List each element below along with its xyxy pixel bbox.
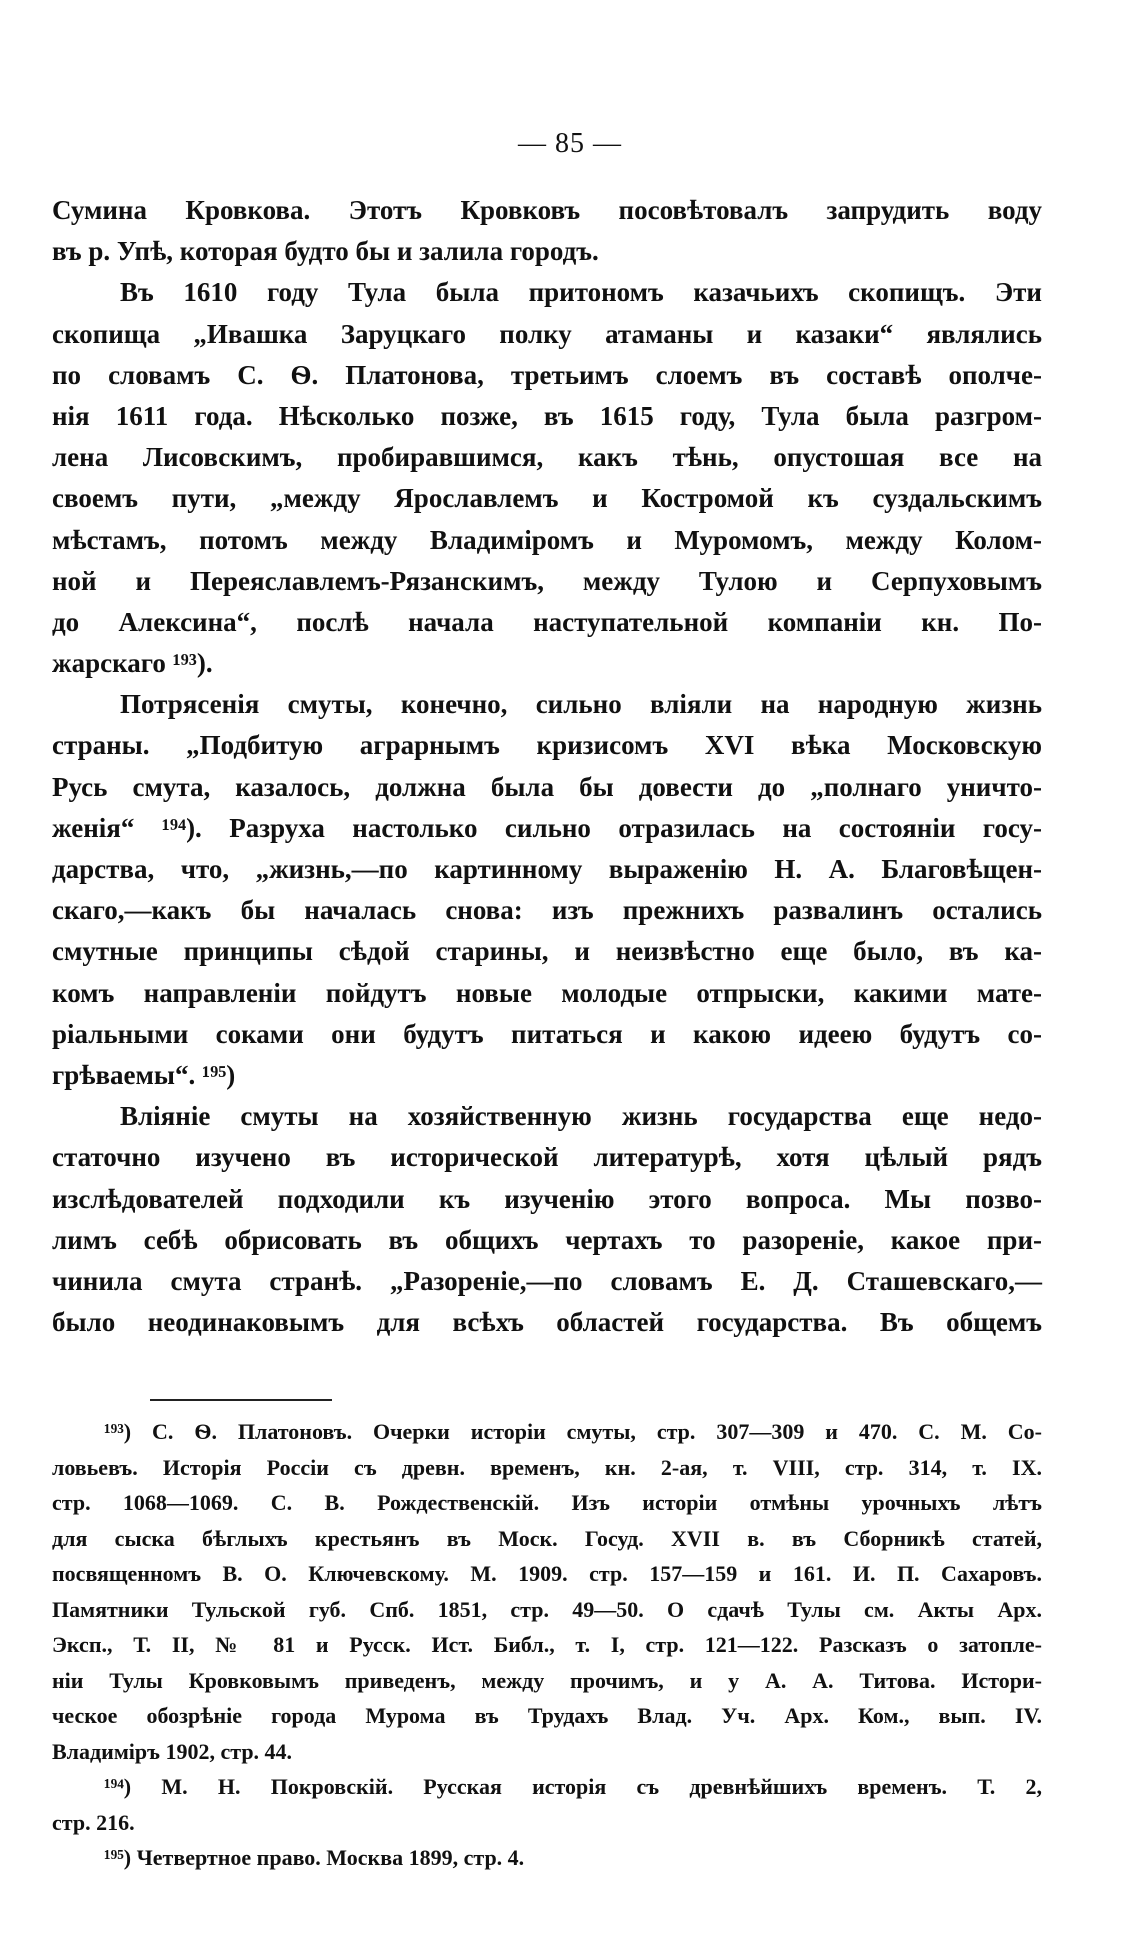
text-line: женія“ ¹⁹⁴). Разруха настолько сильно отразилась на состояніи госу- [52, 812, 1042, 843]
footnote-line: ніи Тулы Кровковымъ приведенъ, между прочимъ, и у А. А. Титова. Истори- [52, 1667, 1042, 1693]
footnote-line: посвященномъ В. О. Ключевскому. М. 1909. стр. 157—159 и 161. И. П. Сахаровъ. [52, 1561, 1042, 1586]
text-line: лена Лисовскимъ, пробиравшимся, какъ тѣнь, опустошая все на [52, 442, 1042, 473]
text-line: Въ 1610 году Тула была притономъ казачьихъ скопищъ. Эти [120, 277, 1042, 308]
text-line: скаго,—какъ бы началась снова: изъ прежнихъ развалинъ остались [52, 895, 1042, 926]
text-line: до Алексина“, послѣ начала наступательной компаніи кн. По- [52, 606, 1042, 637]
text-line: смутные принципы сѣдой старины, и неизвѣстно еще было, въ ка- [52, 936, 1042, 967]
text-line: комъ направленіи пойдутъ новые молодые отпрыски, какими мате- [52, 977, 1042, 1008]
text-line: было неодинаковымъ для всѣхъ областей государства. Въ общемъ [52, 1307, 1042, 1338]
text-line: жарскаго ¹⁹³). [52, 648, 213, 679]
text-line: ной и Переяславлемъ-Рязанскимъ, между Тулою и Серпуховымъ [52, 565, 1042, 596]
text-line: по словамъ С. Ѳ. Платонова, третьимъ слоемъ въ составѣ ополче- [52, 359, 1042, 390]
text-line: нія 1611 года. Нѣсколько позже, въ 1615 году, Тула была разгром- [52, 400, 1042, 431]
footnote-line: ческое обозрѣніе города Мурома въ Трудахъ Влад. Уч. Арх. Ком., вып. IV. [52, 1703, 1042, 1728]
text-line: дарства, что, „жизнь,—по картинному выраженію Н. А. Благовѣщен- [52, 854, 1042, 884]
footnote-line: для сыска бѣглыхъ крестьянъ въ Моск. Госуд. XVII в. въ Сборникѣ статей, [52, 1525, 1042, 1551]
body-text [52, 190, 1042, 1343]
text-line: статочно изучено въ исторической литературѣ, хотя цѣлый рядъ [52, 1142, 1042, 1173]
text-line: мѣстамъ, потомъ между Владиміромъ и Муромомъ, между Колом- [52, 524, 1042, 555]
text-line: ріальными соками они будутъ питаться и какою идеею будутъ со- [52, 1018, 1042, 1049]
text-line: Русь смута, казалось, должна была бы довести до „полнаго уничто- [52, 771, 1042, 802]
footnote-separator [150, 1399, 332, 1401]
text-line: чинила смута странѣ. „Разореніе,—по словамъ Е. Д. Сташевскаго,— [52, 1265, 1042, 1296]
footnote-line: ловьевъ. Исторія Россіи съ древн. временъ, кн. 2-ая, т. VIII, стр. 314, т. IX. [52, 1454, 1042, 1480]
text-line: въ р. Упѣ, которая будто бы и залила городъ. [52, 236, 599, 267]
text-line: Потрясенія смуты, конечно, сильно вліяли на народную жизнь [120, 689, 1042, 720]
footnote-line: Владиміръ 1902, стр. 44. [52, 1738, 293, 1764]
text-line: грѣваемы“. ¹⁹⁵) [52, 1059, 236, 1090]
footnote-line: ¹⁹³) С. Ѳ. Платоновъ. Очерки исторіи смуты, стр. 307—309 и 470. С. М. Со- [104, 1419, 1042, 1444]
text-line: Вліяніе смуты на хозяйственную жизнь государства еще недо- [120, 1101, 1042, 1132]
footnote-line: Эксп., Т. II, № 81 и Русск. Ист. Библ., т. I, стр. 121—122. Разсказъ о затопле- [52, 1632, 1042, 1657]
footnote-line: Памятники Тульской губ. Спб. 1851, стр. 49—50. О сдачѣ Тулы см. Акты Арх. [52, 1596, 1042, 1622]
page-number: — 85 — [518, 128, 622, 159]
footnote-line: стр. 216. [52, 1809, 135, 1835]
text-line: изслѣдователей подходили къ изученію этого вопроса. Мы позво- [52, 1183, 1042, 1214]
footnote-line: стр. 1068—1069. С. В. Рождественскій. Изъ исторіи отмѣны урочныхъ лѣтъ [52, 1490, 1042, 1515]
text-line: Сумина Кровкова. Этотъ Кровковъ посовѣтовалъ запрудить воду [52, 195, 1042, 225]
text-line: страны. „Подбитую аграрнымъ кризисомъ XVI вѣка Московскую [52, 730, 1042, 761]
text-line: лимъ себѣ обрисовать въ общихъ чертахъ то разореніе, какое при- [52, 1224, 1042, 1255]
footnote-line: ¹⁹⁵) Четвертное право. Москва 1899, стр. 4. [104, 1845, 525, 1870]
footnote-line: ¹⁹⁴) М. Н. Покровскій. Русская исторія съ древнѣйшихъ временъ. Т. 2, [104, 1774, 1042, 1799]
text-line: скопища „Ивашка Заруцкаго полку атаманы и казаки“ являлись [52, 318, 1042, 349]
text-line: своемъ пути, „между Ярославлемъ и Костромой къ суздальскимъ [52, 483, 1042, 514]
footnotes [52, 1414, 1042, 1876]
